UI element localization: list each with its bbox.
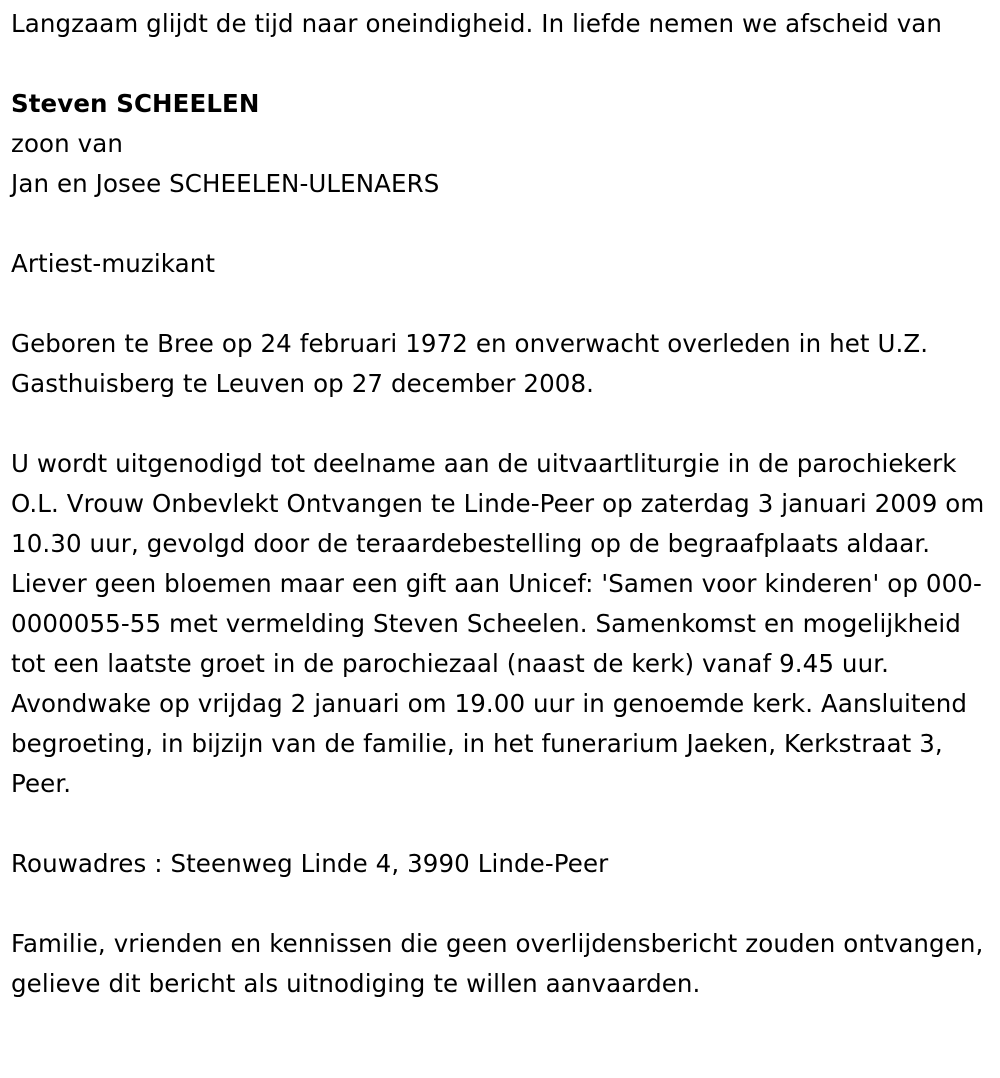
relation-text: zoon van bbox=[11, 129, 123, 158]
mourning-address: Rouwadres : Steenweg Linde 4, 3990 Linde-Peer bbox=[11, 849, 609, 878]
spacer bbox=[11, 284, 995, 324]
spacer bbox=[11, 804, 995, 844]
intro-text: Langzaam glijdt de tijd naar oneindigheid. In liefde nemen we afscheid van bbox=[11, 9, 943, 38]
invitation-paragraph: U wordt uitgenodigd tot deelname aan de uitvaartliturgie in de parochiekerk O.L. Vrouw Onbevlekt Ontvangen te Linde-Peer op zaterdag 3 januari 2009 om 10.30 uur, gevolgd door de teraardebestelling op de begraafplaats aldaar. Liever geen bloemen maar een gift aan Unicef: 'Samen voor kinderen' op 000-0000055-55 met vermelding Steven Scheelen. Samenkomst en mogelijkheid tot een laatste groet in de parochiezaal (naast de kerk) vanaf 9.45 uur. Avondwake op vrijdag 2 januari om 19.00 uur in genoemde kerk. Aansluitend begroeting, in bijzijn van de familie, in het funerarium Jaeken, Kerkstraat 3, Peer. bbox=[11, 449, 985, 798]
birth-death-paragraph: Geboren te Bree op 24 februari 1972 en onverwacht overleden in het U.Z. Gasthuisberg te Leuven op 27 december 2008. bbox=[11, 329, 929, 398]
closing-paragraph: Familie, vrienden en kennissen die geen overlijdensbericht zouden ontvangen, gelieve dit bericht als uitnodiging te willen aanvaarden. bbox=[11, 929, 984, 998]
spacer bbox=[11, 884, 995, 924]
occupation-text: Artiest-muzikant bbox=[11, 249, 216, 278]
spacer bbox=[11, 404, 995, 444]
obituary-notice bbox=[11, 4, 995, 1004]
deceased-name: Steven SCHEELEN bbox=[11, 89, 260, 118]
parents-names: Jan en Josee SCHEELEN-ULENAERS bbox=[11, 169, 440, 198]
spacer bbox=[11, 44, 995, 84]
spacer bbox=[11, 204, 995, 244]
